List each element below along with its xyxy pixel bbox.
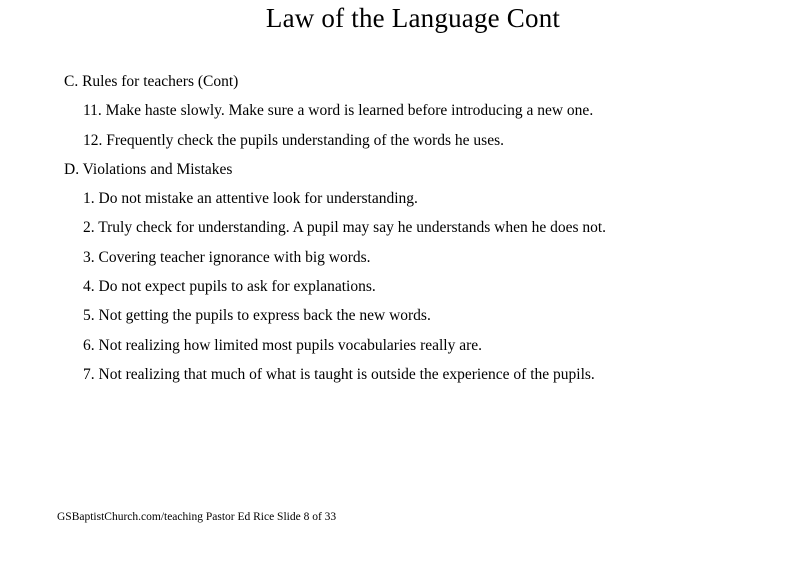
section-heading-d: D. Violations and Mistakes bbox=[64, 160, 233, 178]
list-item: 6. Not realizing how limited most pupils vocabularies really are. bbox=[83, 336, 483, 354]
list-item: 7. Not realizing that much of what is taught is outside the experience of the pupils. bbox=[83, 365, 595, 383]
list-item: 1. Do not mistake an attentive look for understanding. bbox=[83, 190, 418, 208]
list-item: 2. Truly check for understanding. A pupil may say he understands when he does not. bbox=[83, 219, 607, 237]
section-heading-c: C. Rules for teachers (Cont) bbox=[64, 73, 239, 90]
slide-body bbox=[64, 67, 790, 389]
list-item: 12. Frequently check the pupils understanding of the words he uses. bbox=[83, 131, 504, 149]
list-item: 11. Make haste slowly. Make sure a word is learned before introducing a new one. bbox=[83, 102, 594, 120]
list-item: 4. Do not expect pupils to ask for explanations. bbox=[83, 278, 376, 296]
slide-title: Law of the Language Cont bbox=[265, 3, 561, 33]
list-item: 3. Covering teacher ignorance with big words. bbox=[83, 248, 371, 266]
slide-footer-credit: GSBaptistChurch.com/teaching Pastor Ed Rice Slide 8 of 33 bbox=[57, 511, 337, 523]
list-item: 5. Not getting the pupils to express back the new words. bbox=[83, 307, 431, 325]
